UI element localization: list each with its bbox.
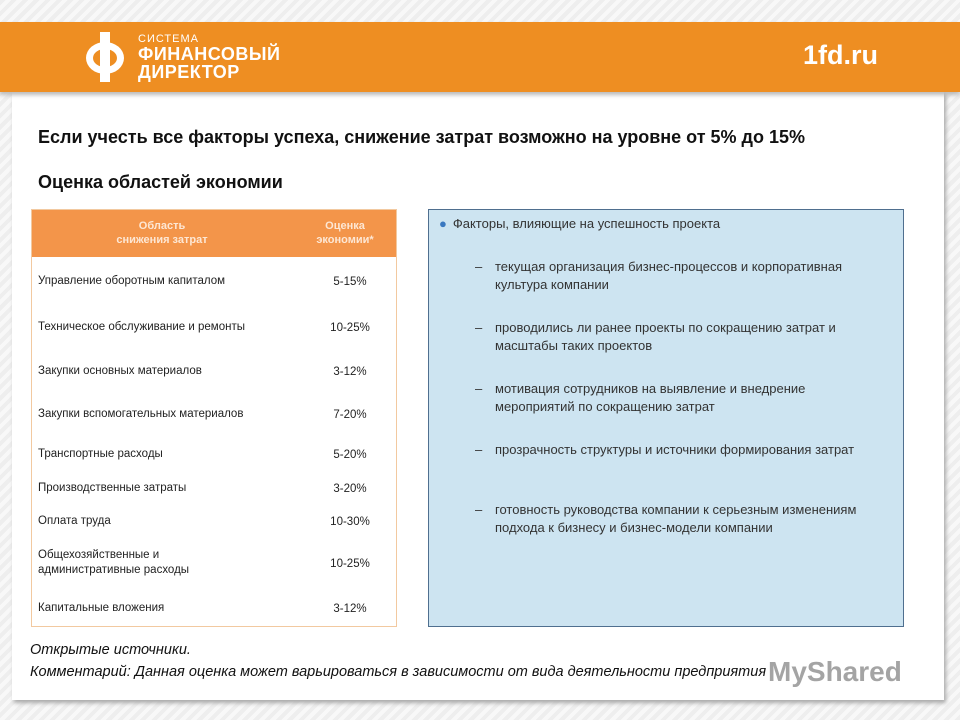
watermark: MyShared — [768, 656, 902, 687]
column-header: снижения затрат — [116, 234, 208, 246]
column-header: Оценка — [325, 220, 365, 232]
column-header: Область — [138, 220, 186, 232]
success-factors-panel — [428, 209, 904, 627]
logo-phi-icon — [84, 32, 126, 82]
source-note: Открытые источники. — [30, 642, 191, 658]
comment-note: Комментарий: Данная оценка может варьироваться в зависимости от вида деятельности предприятия — [30, 664, 767, 680]
table-header — [32, 210, 396, 257]
logo-text: СИСТЕМА — [138, 32, 199, 45]
list-item: – прозрачность структуры и источники формирования затрат — [475, 442, 855, 457]
savings-table: Область снижения затрат Оценка экономии* Управление оборотным капиталом 5-15% Техническое обслуживание и ремонты 10-25% Закупки основных материалов 3-12% Закупки вспомогательных материалов 7-20% Транспортные расходы 5-20% Производственные затраты 3-20% Оплата труда 10-30% Общехозяйственные и административные расходы 10-25% Капитальные вложения 3-12% — [31, 209, 397, 627]
header-banner — [0, 22, 960, 92]
logo-text: ФИНАНСОВЫЙ — [138, 43, 281, 64]
page-title: Если учесть все факторы успеха, снижение затрат возможно на уровне от 5% до 15% — [38, 127, 806, 147]
list-item: – готовность руководства компании к серьезным изменениям подхода к бизнесу и бизнес-модели компании — [475, 502, 857, 535]
column-header: экономии* — [316, 234, 374, 246]
site-name: 1fd.ru — [802, 40, 878, 70]
list-item: – мотивация сотрудников на выявление и внедрение мероприятий по сокращению затрат — [475, 381, 806, 414]
logo-text: ДИРЕКТОР — [138, 61, 240, 82]
bullet-icon: ● — [439, 216, 447, 231]
panel-heading: Факторы, влияющие на успешность проекта — [452, 216, 721, 231]
list-item: – текущая организация бизнес-процессов и корпоративная культура компании — [475, 259, 843, 292]
list-item: – проводились ли ранее проекты по сокращению затрат и масштабы таких проектов — [475, 320, 836, 353]
logo — [84, 32, 280, 82]
section-title: Оценка областей экономии — [38, 172, 283, 192]
